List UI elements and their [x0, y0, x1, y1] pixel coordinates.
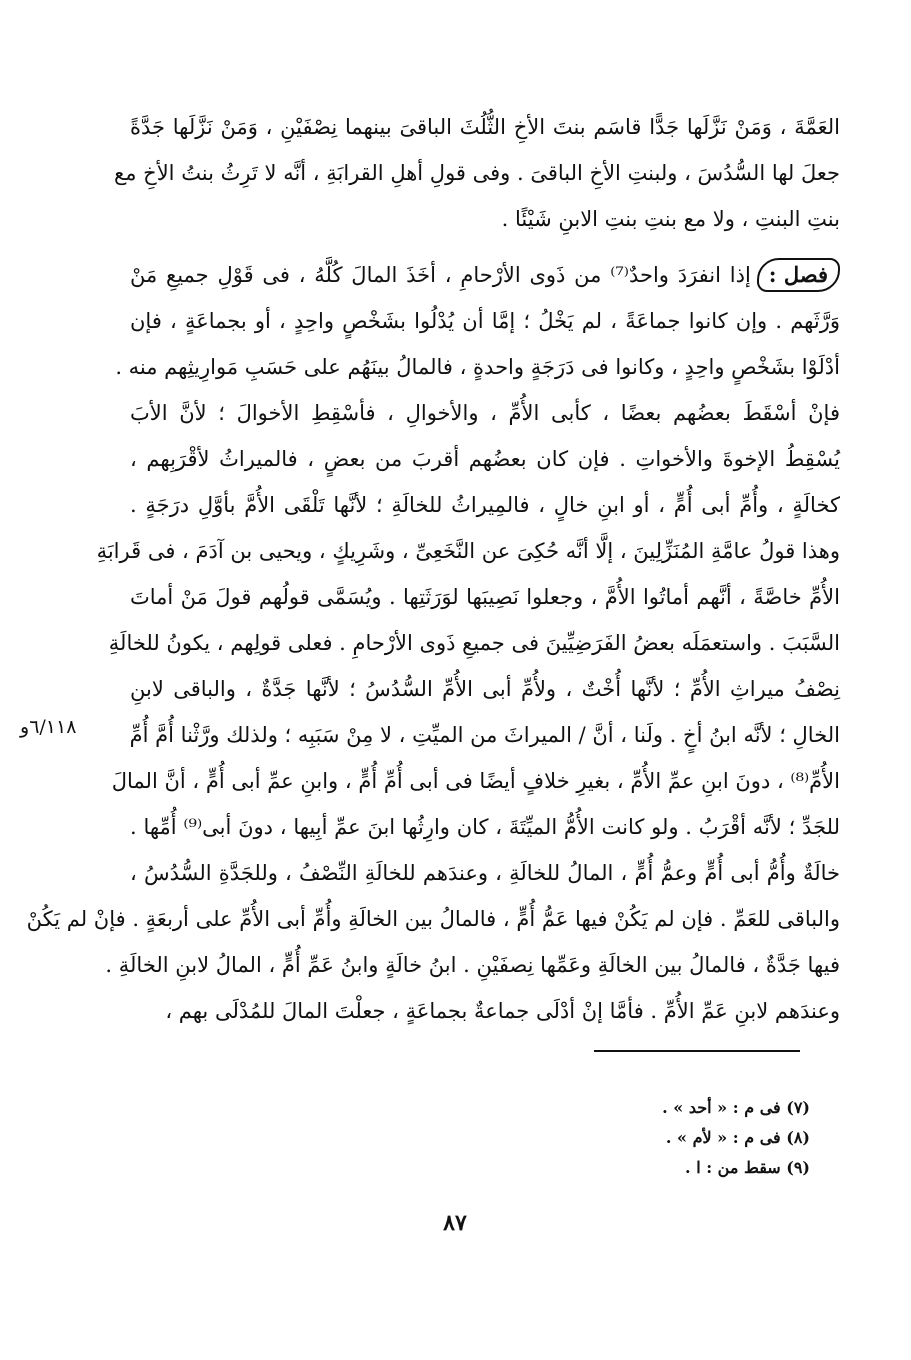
text-line: فيها جَدَّةٌ ، فالمالُ بين الخالَةِ وعَمِّها نِصفَيْنِ . ابنُ خالَةٍ وابنُ عَمِّ أُمٍّ ، المالُ لابنِ الخالَةِ . [105, 953, 840, 977]
text-line: والباقى للعَمِّ . فإن لم يَكُنْ فيها عَمُّ أُمٍّ ، فالمالُ بين الخالَةِ وأُمِّ أبى الأُمِّ على أربعَةٍ . فإنْ لم يَكُنْ [26, 907, 840, 931]
paragraph-gap [130, 242, 840, 252]
footnote: (٧) فى م : « أحد » . [662, 1098, 810, 1117]
text-line: فإنْ أسْقَطَ بعضُهم بعضًا ، كأبى الأُمِّ ، والأخوالِ ، فأسْقِطِ الأخوالَ ؛ لأنَّ الأبَ [130, 401, 840, 425]
text-line: الخالِ ؛ لأنَّه ابنُ أخٍ . ولَنا ، أنَّ / الميراثَ من الميِّتِ ، لا مِنْ سَبَبِه ؛ ولذلك ورَّثْنا أُمَّ أُمِّ [129, 723, 840, 747]
text-line: كخالَةٍ ، وأُمِّ أبى أُمٍّ ، أو ابنِ خالٍ ، فالمِيراثُ للخالَةِ ؛ لأنَّها تَلْقَى الأُمَّ بأوَّلِ درَجَةٍ . [130, 493, 840, 517]
manuscript-folio-note: ٦/١١٨و [20, 716, 77, 738]
section-label: فصل : [757, 258, 840, 292]
text-line: العَمَّةَ ، وَمَنْ نَزَّلَها جَدًّا قاسَم بنتَ الأخِ الثُّلُثَ الباقىَ بينهما نِصْفَيْنِ ، وَمَنْ نَزَّلَها جَدَّةً [130, 115, 840, 139]
text-line: جعلَ لها السُّدُسَ ، ولبنتِ الأخِ الباقىَ . وفى قولِ أهلِ القرابَةِ ، أنَّه لا تَرِثُ بنتُ الأخِ مع [114, 161, 840, 185]
text-line: وَرَّثَهم . وإن كانوا جماعَةً ، لم يَخْلُ ؛ إمَّا أن يُدْلُوا بشَخْصٍ واحِدٍ ، أو بجماعَةٍ ، فإن [130, 309, 840, 333]
footnote: (٨) فى م : « لأم » . [665, 1128, 810, 1147]
text-line: السَّبَبَ . واستعمَلَه بعضُ الفَرَضِيِّينَ فى جميعِ ذَوى الأرْحامِ . فعلى قولِهم ، يكونُ للخالَةِ [108, 631, 840, 655]
text-line: يُسْقِطُ الإخوةَ والأخواتِ . فإن كان بعضُهم أقربَ من بعضٍ ، فالميراثُ لأقْرَبِهم ، [130, 447, 840, 471]
text-line: الأُمِّ⁽⁸⁾ ، دونَ ابنِ عمِّ الأُمِّ ، بغيرِ خلافٍ أيضًا فى أبى أُمِّ أُمٍّ ، وابنِ عمِّ أبى أُمٍّ ، أنَّ المالَ [111, 769, 840, 793]
footnotes [500, 1093, 810, 1183]
footnote: (٩) سقط من : ا . [685, 1158, 810, 1177]
text-line: الأُمِّ خاصَّةً ، أنَّهم أماتُوا الأُمَّ ، وجعلوا نَصِيبَها لوَرَثَتِها . ويُسَمَّى قولُهم قولَ مَنْ أماتَ [130, 585, 840, 609]
text-line: نِصْفُ ميراثِ الأُمِّ ؛ لأنَّها أُخْتٌ ، ولأُمِّ أبى الأُمِّ السُّدُسُ ؛ لأنَّها جَدَّةٌ ، والباقى لابنِ [130, 677, 840, 701]
section-first-line [130, 252, 840, 298]
section-first-line-text: إذا انفرَدَ واحدٌ⁽⁷⁾ من ذَوى الأرْحامِ ، أخَذَ المالَ كُلَّهُ ، فى قَوْلِ جميعِ مَنْ [130, 263, 751, 287]
text-line: بنتِ البنتِ ، ولا مع بنتِ بنتِ الابنِ شَيْئًا . [501, 207, 840, 231]
footnote-divider [594, 1050, 800, 1052]
text-line: للجَدِّ ؛ لأنَّه أقْرَبُ . ولو كانت الأُمُّ الميِّتَةَ ، كان وارِثُها ابنَ عمِّ أبِيها ، دونَ أبى⁽⁹⁾ أُمِّها . [130, 815, 840, 839]
page-number: ٨٧ [443, 1210, 467, 1236]
text-line: خالَةٌ وأُمُّ أبى أُمٍّ وعمُّ أُمٍّ ، المالُ للخالَةِ ، وعندَهم للخالَةِ النِّصْفُ ، وللجَدَّةِ السُّدُسُ ، [130, 861, 840, 885]
text-line: أدْلَوْا بشَخْصٍ واحِدٍ ، وكانوا فى دَرَجَةٍ واحدةٍ ، فالمالُ بينَهُم على حَسَبِ مَوارِيثِهم منه . [115, 355, 840, 379]
text-line: وهذا قولُ عامَّةِ المُنَزِّلِينَ ، إلَّا أنَّه حُكِىَ عن النَّخَعِىِّ ، وشَرِيكٍ ، ويحيى بن آدَمَ ، فى قَرابَةِ [96, 539, 840, 563]
text-line: وعندَهم لابنِ عَمِّ الأُمِّ . فأمَّا إنْ أدْلَى جماعةٌ بجماعَةٍ ، جعلْتَ المالَ للمُدْلَى بهم ، [165, 999, 840, 1023]
